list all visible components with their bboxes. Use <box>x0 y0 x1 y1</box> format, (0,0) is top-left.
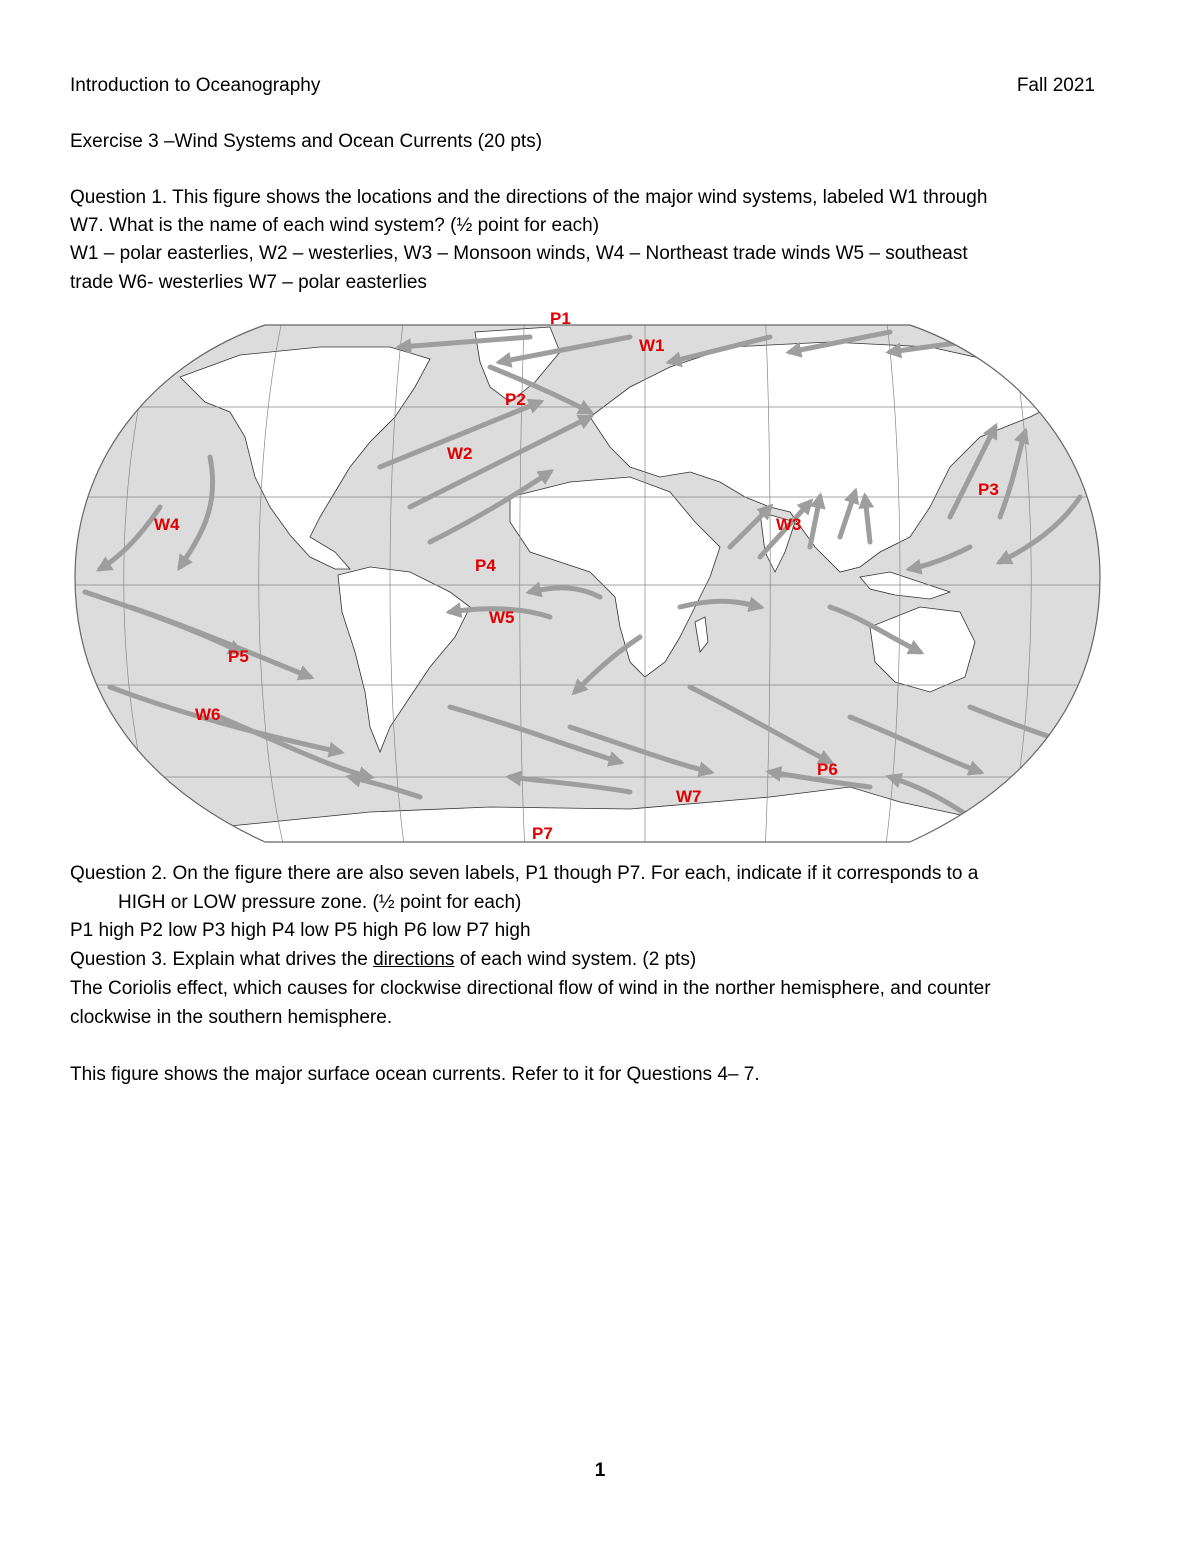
label-w5: W5 <box>489 608 515 627</box>
currents-intro: This figure shows the major surface ocean currents. Refer to it for Questions 4– 7. <box>70 1064 760 1085</box>
label-w1: W1 <box>639 336 665 355</box>
label-p6: P6 <box>817 760 838 779</box>
question3-answer-line2: clockwise in the southern hemisphere. <box>70 1007 393 1028</box>
label-p3: P3 <box>978 480 999 499</box>
label-w7: W7 <box>676 787 702 806</box>
label-w3: W3 <box>776 515 802 534</box>
term-label: Fall 2021 <box>1016 75 1095 96</box>
exercise-title: Exercise 3 –Wind Systems and Ocean Currents (20 pts) <box>70 131 543 152</box>
question1-line1: Question 1. This figure shows the locations and the directions of the major wind systems, labeled W1 through <box>70 187 988 208</box>
question3-underlined-word: directions <box>373 949 455 970</box>
question2-line2: HIGH or LOW pressure zone. (½ point for each) <box>118 892 522 913</box>
question3-prompt <box>70 948 696 972</box>
wind-systems-map <box>70 307 1105 852</box>
question1-line2: W7. What is the name of each wind system? (½ point for each) <box>70 215 600 236</box>
page-number: 1 <box>594 1460 606 1481</box>
question2-answer: P1 high P2 low P3 high P4 low P5 high P6 low P7 high <box>70 920 531 941</box>
question1-answer-line1: W1 – polar easterlies, W2 – westerlies, W3 – Monsoon winds, W4 – Northeast trade winds W5 – southeast <box>70 243 968 264</box>
map-body <box>70 307 1105 852</box>
label-w2: W2 <box>447 444 473 463</box>
question3-answer-line1: The Coriolis effect, which causes for clockwise directional flow of wind in the norther hemisphere, and counter <box>70 978 991 999</box>
question3-suffix: of each wind system. (2 pts) <box>454 949 697 970</box>
question2-line1: Question 2. On the figure there are also seven labels, P1 though P7. For each, indicate if it corresponds to a <box>70 863 979 884</box>
question3-prefix: Question 3. Explain what drives the <box>70 949 374 970</box>
label-w6: W6 <box>195 705 221 724</box>
course-title: Introduction to Oceanography <box>70 75 321 96</box>
label-p4: P4 <box>475 556 496 575</box>
label-p1: P1 <box>550 309 571 328</box>
label-p7: P7 <box>532 824 553 843</box>
label-p5: P5 <box>228 647 249 666</box>
label-p2: P2 <box>505 390 526 409</box>
label-w4: W4 <box>154 515 180 534</box>
question1-answer-line2: trade W6- westerlies W7 – polar easterlies <box>70 272 427 293</box>
